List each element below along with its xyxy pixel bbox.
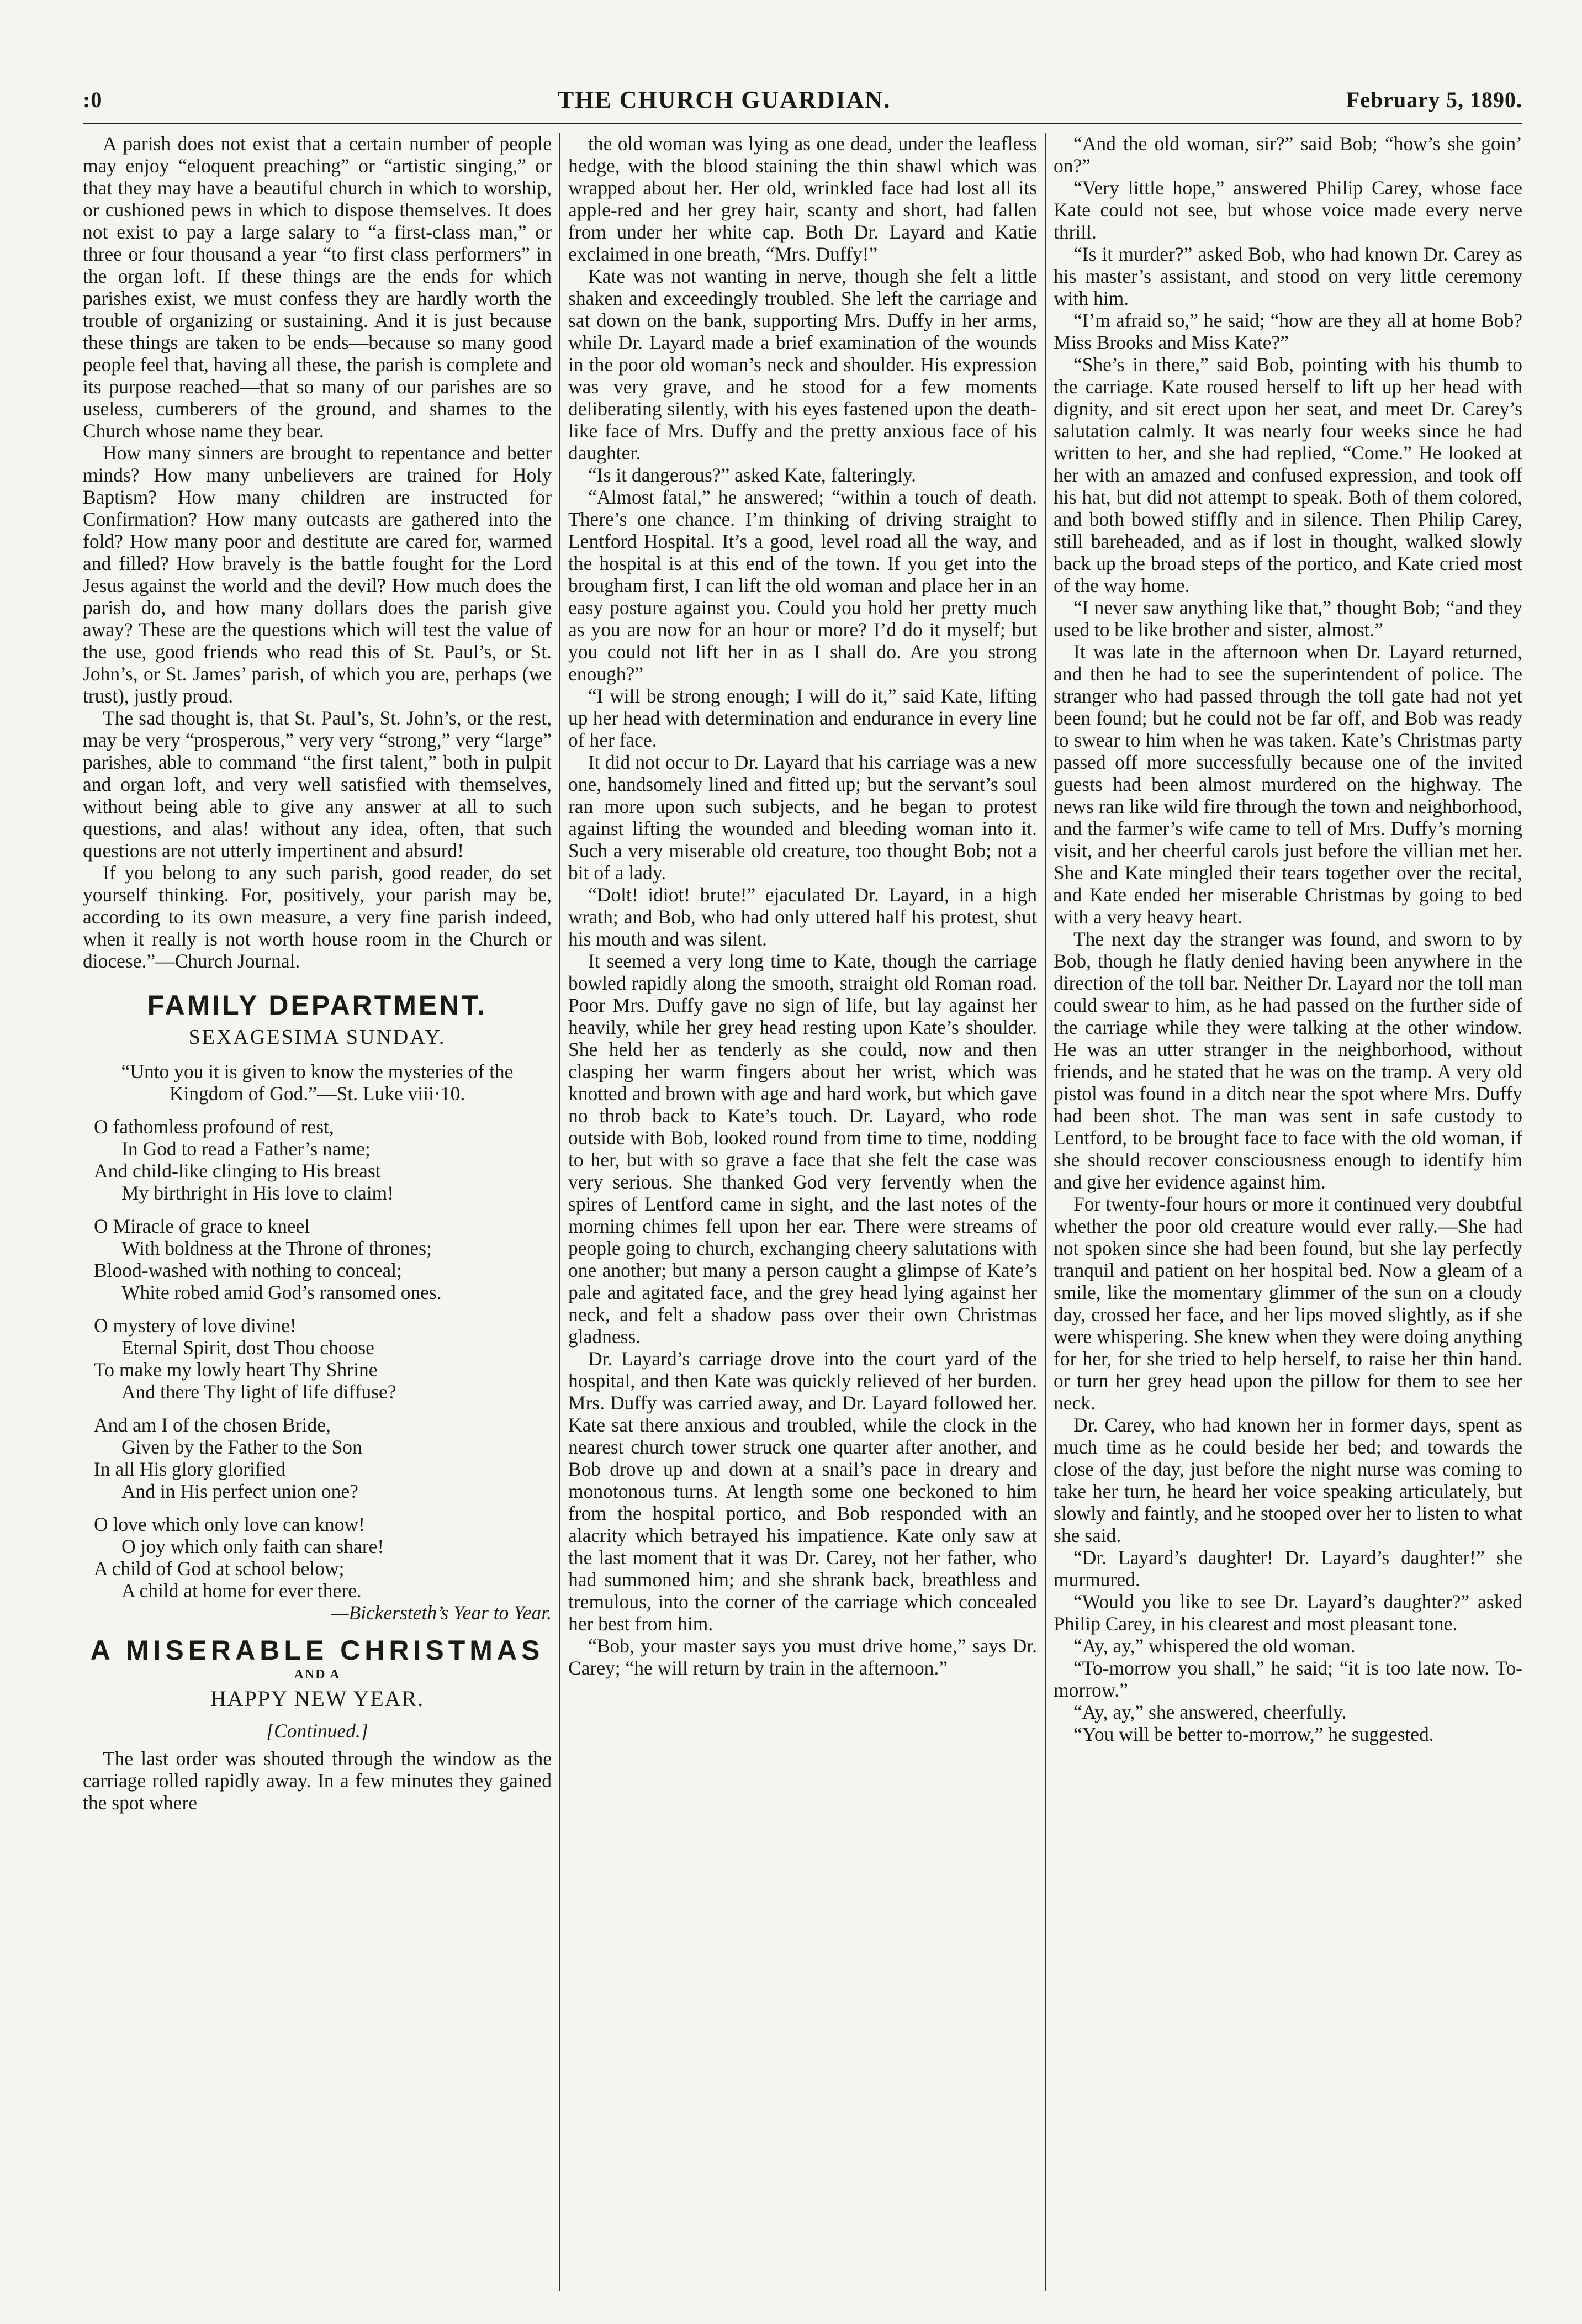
poem-line: In all His glory glorified: [94, 1458, 286, 1480]
columns: [83, 133, 1522, 2291]
story-paragraph: “And the old woman, sir?” said Bob; “how’s she goin’ on?”: [1054, 133, 1522, 177]
page-number: :0: [83, 87, 103, 112]
poem-line: O Miracle of grace to kneel: [94, 1215, 310, 1237]
poem-line: My birthright in His love to claim!: [121, 1182, 394, 1204]
story-paragraph: “Dr. Layard’s daughter! Dr. Layard’s daughter!” she murmured.: [1054, 1546, 1522, 1591]
poem-line: And in His perfect union one?: [121, 1480, 358, 1502]
story-title-conjunction: AND A: [294, 1667, 341, 1682]
story-subtitle: HAPPY NEW YEAR.: [210, 1686, 425, 1711]
story-title: A MISERABLE CHRISTMAS: [90, 1635, 544, 1666]
issue-date: February 5, 1890.: [1346, 87, 1522, 112]
story-paragraph: It did not occur to Dr. Layard that his carriage was a new one, handsomely lined and fitted up; but the servant’s soul ran more upon such subjects, and he began to protest against lifting the wounded and bleeding woman into it. Such a very miserable old creature, too thought Bob; not a bit of a lady.: [568, 751, 1037, 884]
family-department-heading: FAMILY DEPARTMENT.: [147, 990, 488, 1021]
story-paragraph: “Ay, ay,” she answered, cheerfully.: [1073, 1701, 1347, 1723]
poem-stanza: [94, 1314, 552, 1403]
story-paragraph: “Is it dangerous?” asked Kate, falteringly.: [588, 464, 917, 486]
column-1: [83, 133, 559, 2291]
poem-line: To make my lowly heart Thy Shrine: [94, 1359, 378, 1381]
story-paragraph: For twenty-four hours or more it continued very doubtful whether the poor old creature would ever rally.—She had not spoken since she had been found, but she lay perfectly tranquil and patient on her hospital bed. Now a gleam of a smile, like the momentary glimmer of the sun on a cloudy day, crossed her face, and her lips moved slightly, as if she were whispering. She knew when they were doing anything for her, for she tried to help herself, to raise her thin hand. or turn her grey head upon the pillow for them to see her neck.: [1054, 1193, 1522, 1414]
article-paragraph: If you belong to any such parish, good reader, do set yourself thinking. For, positively, your parish may be, according to its own measure, a very fine parish indeed, when it really is not worth house room in the Church or diocese.”—Church Journal.: [83, 862, 552, 972]
story-paragraph: “I’m afraid so,” he said; “how are they all at home Bob? Miss Brooks and Miss Kate?”: [1054, 309, 1522, 353]
epigraph: “Unto you it is given to know the mysteries of the Kingdom of God.”—St. Luke viii·10.: [121, 1060, 514, 1105]
poem-line: O love which only love can know!: [94, 1513, 365, 1535]
poem-line: A child of God at school below;: [94, 1557, 345, 1580]
poem-stanza: [94, 1513, 552, 1602]
story-paragraph: “To-morrow you shall,” he said; “it is too late now. To-morrow.”: [1054, 1657, 1522, 1701]
poem-stanza: [94, 1116, 552, 1204]
story-paragraph: The last order was shouted through the window as the carriage rolled rapidly away. In a few minutes they gained the spot where: [83, 1747, 552, 1814]
poem-line: With boldness at the Throne of thrones;: [121, 1237, 432, 1259]
poem-line: O joy which only faith can share!: [121, 1535, 384, 1557]
poem-line: O fathomless profound of rest,: [94, 1116, 334, 1138]
poem-line: O mystery of love divine!: [94, 1314, 297, 1337]
story-paragraph: “Very little hope,” answered Philip Carey, whose face Kate could not see, but whose voice made every nerve thrill.: [1054, 177, 1522, 243]
story-paragraph: the old woman was lying as one dead, under the leafless hedge, with the blood staining the thin shawl which was wrapped about her. Her old, wrinkled face had lost all its apple-red and her grey hair, scanty and short, had fallen from under her white cap. Both Dr. Layard and Katie exclaimed in one breath, “Mrs. Duffy!”: [568, 133, 1037, 265]
story-paragraph: It seemed a very long time to Kate, though the carriage bowled rapidly along the smooth, straight old Roman road. Poor Mrs. Duffy gave no sign of life, but lay against her heavily, while her grey head resting upon Kate’s shoulder. She held her as tenderly as she could, now and then clasping her warm fingers about her wrist, which was knotted and brown with age and hard work, but which gave no throb back to Kate’s touch. Dr. Layard, who rode outside with Bob, looked round from time to time, nodding to her, but with so grave a face that she felt the case was very serious. She thanked God very fervently when the spires of Lentford came in sight, and the last notes of the morning chimes fell upon her ear. There were streams of people going to church, exchanging cheery salutations with one another; but many a person caught a glimpse of Kate’s pale and agitated face, and the grey head lying against her neck, and felt a shadow pass over their own Christmas gladness.: [568, 950, 1037, 1348]
story-paragraph: Dr. Layard’s carriage drove into the court yard of the hospital, and then Kate was quickly relieved of her burden. Mrs. Duffy was carried away, and Dr. Layard followed her. Kate sat there anxious and troubled, while the clock in the nearest church tower struck one quarter after another, and Bob drove up and down at a snail’s pace in dreary and monotonous turns. At length some one beckoned to him from the hospital portico, and Bob responded with an alacrity which betrayed his impatience. Kate only saw at the last moment that it was Dr. Carey, not her father, who had summoned him; and she shrank back, breathless and tremulous, into the corner of the carriage which concealed her best from him.: [568, 1348, 1037, 1635]
poem-line: Blood-washed with nothing to conceal;: [94, 1259, 403, 1281]
story-paragraph: “Bob, your master says you must drive home,” says Dr. Carey; “he will return by train in the afternoon.”: [568, 1635, 1037, 1679]
story-paragraph: Kate was not wanting in nerve, though she felt a little shaken and exceedingly troubled. She left the carriage and sat down on the bank, supporting Mrs. Duffy in her arms, while Dr. Layard made a brief examination of the wounds in the poor old woman’s neck and shoulder. His expression was very grave, and he stood for a few moments deliberating silently, with his eyes fastened upon the death-like face of Mrs. Duffy and the pretty anxious face of his daughter.: [568, 265, 1037, 464]
story-paragraph: It was late in the afternoon when Dr. Layard returned, and then he had to see the superintendent of police. The stranger who had passed through the toll gate had not yet been found; but he could not be far off, and Bob was ready to swear to him when he was taken. Kate’s Christmas party passed off more successfully because one of the invited guests had been almost murdered on the highway. The news ran like wild fire through the town and neighborhood, and the farmer’s wife came to tell of Mrs. Duffy’s morning visit, and her cheerful carols just before the villian met her. She and Kate mingled their tears together over the recital, and Kate ended her miserable Christmas by going to bed with a very heavy heart.: [1054, 641, 1522, 928]
continued-note: [Continued.]: [266, 1720, 368, 1742]
poem-source: —Bickersteth’s Year to Year.: [331, 1602, 552, 1624]
story-paragraph: Dr. Carey, who had known her in former days, spent as much time as he could beside her bed; and towards the close of the day, just before the night nurse was coming to take her turn, he heard her voice speaking articulately, but slowly and faintly, and he stooped over her to listen to what she said.: [1054, 1414, 1522, 1546]
header-rule: [83, 123, 1522, 124]
poem-line: A child at home for ever there.: [121, 1580, 362, 1602]
story-paragraph: “Dolt! idiot! brute!” ejaculated Dr. Layard, in a high wrath; and Bob, who had only uttered half his protest, shut his mouth and was silent.: [568, 884, 1037, 950]
page-header: [83, 83, 1522, 116]
story-paragraph: “Almost fatal,” he answered; “within a touch of death. There’s one chance. I’m thinking of driving straight to Lentford Hospital. It’s a good, level road all the way, and the hospital is at this end of the town. If you get into the brougham first, I can lift the old woman and place her in an easy posture against you. Could you hold her pretty much as you are now for an hour or more? I’d do it myself; but you could not lift her in as I shall do. Are you strong enough?”: [568, 486, 1037, 685]
poem-line: And child-like clinging to His breast: [94, 1160, 381, 1182]
poem-line: And am I of the chosen Bride,: [94, 1414, 331, 1436]
poem-line: White robed amid God’s ransomed ones.: [121, 1281, 442, 1303]
poem-stanza: [94, 1215, 552, 1303]
story-paragraph: “You will be better to-morrow,” he suggested.: [1073, 1723, 1434, 1745]
story-paragraph: The next day the stranger was found, and sworn to by Bob, though he flatly denied having been anywhere in the direction of the toll bar. Neither Dr. Layard nor the toll man could swear to him, as he had passed on the further side of the carriage while they were talking at the other window. He was an utter stranger in the neighborhood, without friends, and he stated that he was on the tramp. A very old pistol was found in a ditch near the spot where Mrs. Duffy had been shot. The man was sent in safe custody to Lentford, to be brought face to face with the old woman, if she should recover consciousness enough to identify him and give her evidence against him.: [1054, 928, 1522, 1193]
article-paragraph: The sad thought is, that St. Paul’s, St. John’s, or the rest, may be very “prosperous,” very very “strong,” very “large” parishes, able to command “the first talent,” both in pulpit and organ loft, and very well satisfied with themselves, without being able to give any answer at all to such questions, and alas! without any idea, often, that such questions are not utterly impertinent and absurd!: [83, 707, 552, 862]
column-3: [1045, 133, 1522, 2291]
story-paragraph: “I will be strong enough; I will do it,” said Kate, lifting up her head with determination and endurance in every line of her face.: [568, 685, 1037, 751]
story-paragraph: “I never saw anything like that,” thought Bob; “and they used to be like brother and sister, almost.”: [1054, 596, 1522, 641]
article-paragraph: How many sinners are brought to repentance and better minds? How many unbelievers are trained for Holy Baptism? How many children are instructed for Confirmation? How many outcasts are gathered into the fold? How many poor and destitute are cared for, warmed and filled? How bravely is the battle fought for the Lord Jesus against the world and the devil? How much does the parish do, and how many dollars does the parish give away? These are the questions which will test the value of the use, good friends who read this of St. Paul’s, or St. John’s, or St. James’ parish, of which you are, perhaps (we trust), justly proud.: [83, 442, 552, 707]
poem-line: Eternal Spirit, dost Thou choose: [121, 1337, 374, 1359]
column-2: [559, 133, 1045, 2291]
poem-line: Given by the Father to the Son: [121, 1436, 362, 1458]
article-paragraph: A parish does not exist that a certain number of people may enjoy “eloquent preaching” or “artistic singing,” or that they may have a beautiful church in which to worship, or cushioned pews in which to dispose themselves. It does not exist to pay a large salary to “a first-class man,” or three or four thousand a year “to first class performers” in the organ loft. If these things are the ends for which parishes exist, we must confess they are hardly worth the trouble of organizing or sustaining. And it is just because these things are taken to be ends—because so many good people feel that, having all these, the parish is complete and its purpose reached—that so many of our parishes are so useless, cumberers of the ground, and shames to the Church whose name they bear.: [83, 133, 552, 442]
poem-stanza: [94, 1414, 552, 1502]
masthead-title: THE CHURCH GUARDIAN.: [557, 86, 891, 113]
story-paragraph: “Is it murder?” asked Bob, who had known Dr. Carey as his master’s assistant, and stood on very little ceremony with him.: [1054, 243, 1522, 309]
poem-line: And there Thy light of life diffuse?: [121, 1381, 396, 1403]
story-paragraph: “She’s in there,” said Bob, pointing with his thumb to the carriage. Kate roused herself to lift up her head with dignity, and sit erect upon her seat, and meet Dr. Carey’s salutation calmly. It was nearly four weeks since he had written to her, and she had replied, “Come.” He looked at her with an amazed and confused expression, and took off his hat, but did not attempt to speak. Both of them colored, and both bowed stiffly and in silence. Then Philip Carey, still bareheaded, and as if lost in thought, walked slowly back up the broad steps of the portico, and Kate cried most of the way home.: [1054, 353, 1522, 596]
poem-line: In God to read a Father’s name;: [121, 1138, 371, 1160]
sunday-heading: SEXAGESIMA SUNDAY.: [188, 1026, 446, 1049]
story-paragraph: “Would you like to see Dr. Layard’s daughter?” asked Philip Carey, in his clearest and most pleasant tone.: [1054, 1591, 1522, 1635]
story-paragraph: “Ay, ay,” whispered the old woman.: [1073, 1635, 1356, 1657]
